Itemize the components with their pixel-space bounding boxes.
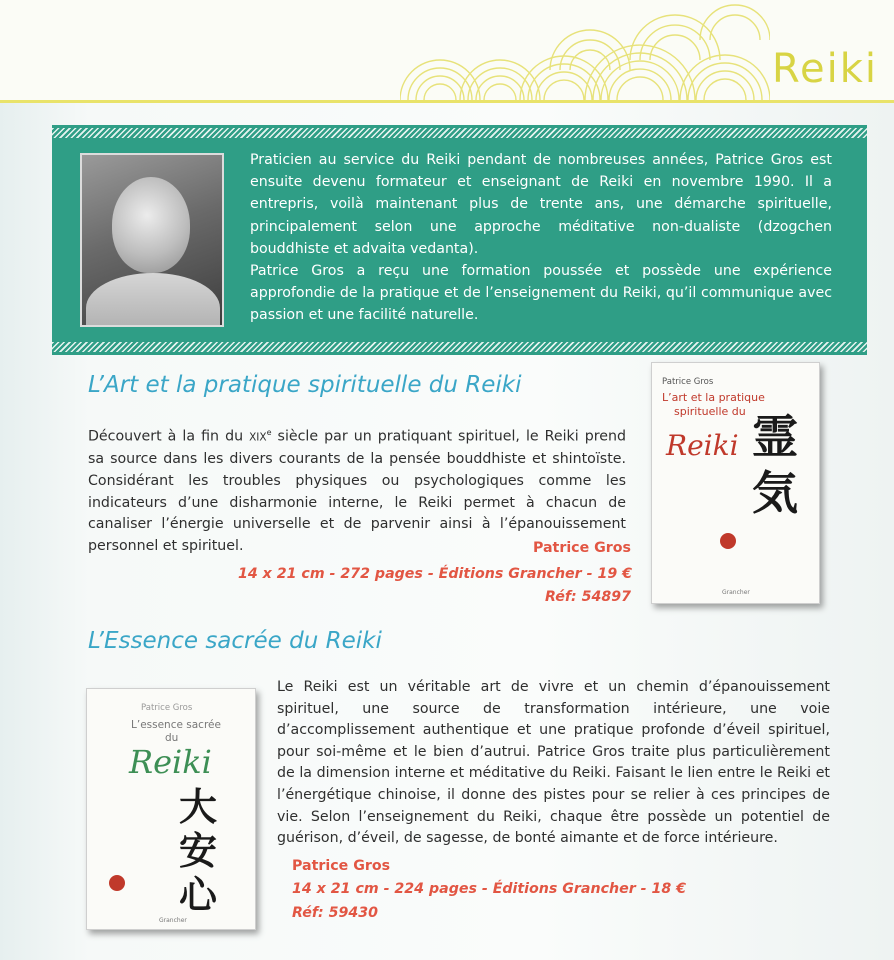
cover1-publisher: Grancher [722, 589, 750, 596]
cover1-kanji: 霊気 [752, 410, 798, 520]
header-divider [0, 100, 894, 103]
wave-pattern-decoration [400, 0, 770, 100]
book1-cover [651, 362, 820, 604]
portrait-head [112, 177, 190, 273]
book2-title: L’Essence sacrée du Reiki [88, 628, 382, 654]
book2-cover [86, 688, 256, 930]
cover2-reiki: Reiki [129, 743, 212, 781]
book1-author: Patrice Gros [532, 540, 631, 556]
section-header-title: Reiki [772, 46, 878, 92]
book2-author: Patrice Gros [292, 858, 391, 874]
cover2-title-line2: du [165, 732, 179, 744]
cover2-kanji: 大安心 [179, 784, 218, 917]
cover1-title-line2: spirituelle du [674, 405, 746, 418]
book1-century: XIX [249, 431, 267, 444]
cover1-title-line1: L’art et la pratique [662, 391, 765, 404]
portrait-shoulders [86, 273, 220, 327]
cover2-title-line1: L’essence sacrée [131, 719, 221, 731]
book1-details: 14 x 21 cm - 272 pages - Éditions Grancher - 19 € [237, 566, 632, 582]
hatch-border-top [52, 128, 867, 138]
book1-description-start: Découvert à la fin du [88, 428, 250, 445]
author-portrait [80, 153, 224, 327]
book1-description [88, 422, 626, 557]
author-bio-box [52, 125, 867, 355]
cover1-author: Patrice Gros [662, 377, 714, 387]
book2-description: Le Reiki est un véritable art de vivre et un chemin d’épanouissement spirituel, une source de transformation intérieure, une voie d’accomplissement authentique et une pratique profonde d’éveil spirituel, pour soi-même et le bien d’autrui. Patrice Gros traite plus particulièrement de la dimension interne et méditative du Reiki. Faisant le lien entre le Reiki et l’énergétique chinoise, il donne des pistes pour se relier à ces principes de vie. Selon l’enseignement du Reiki, chaque être possède un potentiel de guérison, d’éveil, de sagesse, de bonté aimante et de force intérieure. [277, 679, 830, 847]
cover2-publisher: Grancher [159, 917, 187, 924]
author-bio-text [250, 149, 832, 327]
cover1-red-seal [720, 533, 736, 549]
book1-century-sup: e [266, 428, 272, 437]
book2-reference: Réf: 59430 [292, 905, 378, 921]
book1-title: L’Art et la pratique spirituelle du Reiki [88, 372, 522, 398]
cover2-author: Patrice Gros [141, 703, 193, 713]
book1-description-rest: siècle par un pratiquant spirituel, le Reiki prend sa source dans les divers courants de la pensée bouddhiste et shintoïste. Considérant les troubles physiques ou psychologiques comme les indicateurs d’une disharmonie interne, le Reiki permet à chacun de canaliser l’énergie universelle et de parvenir ainsi à l’épanouissement personnel et spirituel. [88, 428, 626, 554]
cover2-red-seal [109, 875, 125, 891]
cover1-reiki: Reiki [666, 429, 739, 462]
book2-details: 14 x 21 cm - 224 pages - Éditions Grancher - 18 € [292, 881, 687, 897]
bio-paragraph-1: Praticien au service du Reiki pendant de nombreuses années, Patrice Gros est ensuite devenu formateur et enseignant de Reiki en novembre 1990. Il a entrepris, voilà maintenant plus de trente ans, une démarche spirituelle, principalement selon une approche méditative non-dualiste (dzogchen bouddhiste et advaita vedanta). [250, 152, 832, 257]
book1-reference: Réf: 54897 [545, 589, 631, 605]
bio-paragraph-2: Patrice Gros a reçu une formation poussée et possède une expérience approfondie de la pratique et de l’enseignement du Reiki, qu’il communique avec passion et une facilité naturelle. [250, 263, 832, 324]
hatch-border-bottom [52, 342, 867, 352]
